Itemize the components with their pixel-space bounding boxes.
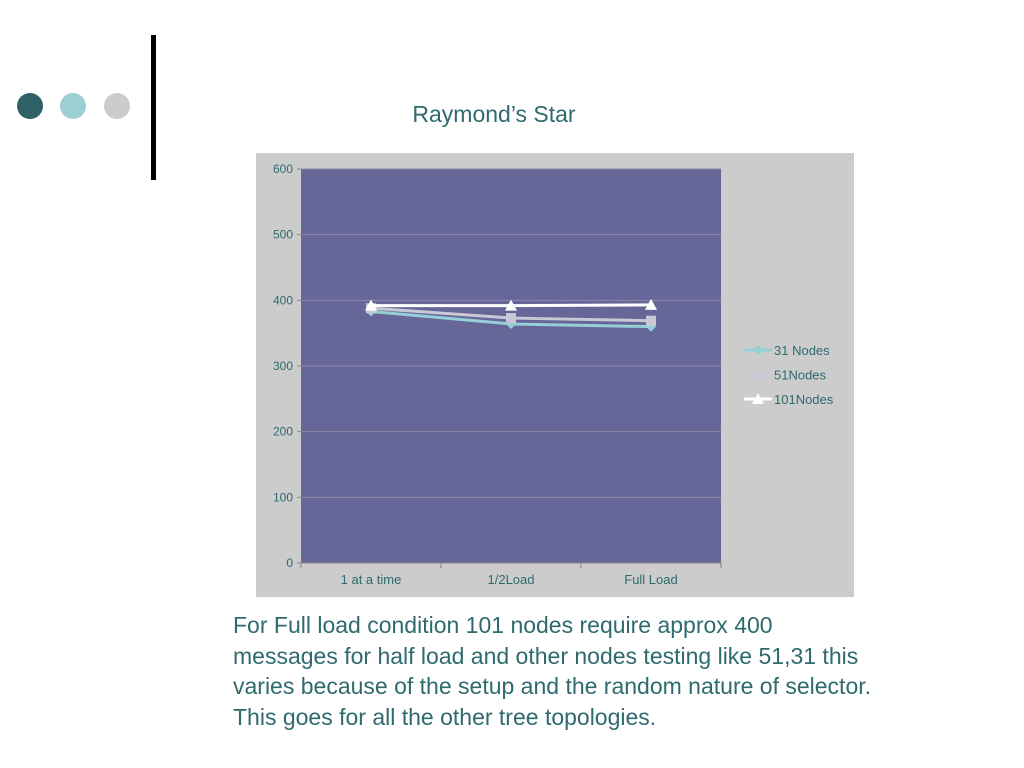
line-chart	[256, 153, 854, 597]
data-point-1	[646, 316, 656, 326]
data-point-1	[506, 313, 516, 323]
y-tick-label: 600	[272, 162, 293, 176]
y-tick-label: 0	[286, 556, 293, 570]
legend-label-0: 31 Nodes	[774, 343, 830, 358]
y-tick-label: 100	[272, 490, 293, 505]
legend-marker-0	[753, 345, 763, 355]
x-tick-label: 1 at a time	[340, 572, 402, 587]
y-tick-label: 500	[272, 227, 293, 242]
legend-label-1: 51Nodes	[774, 367, 827, 383]
y-tick-label: 200	[272, 424, 293, 439]
y-tick-label: 400	[272, 293, 293, 308]
legend-marker-1	[753, 370, 763, 380]
legend-label-2: 101Nodes	[774, 392, 834, 407]
body-text: For Full load condition 101 nodes require approx 400 messages for half load and other nodes testing like 51,31 this varies because of the setup and the random nature of selector. This goes for all the other tree topologies.	[233, 612, 872, 730]
x-tick-label: 1/2Load	[487, 572, 535, 587]
y-tick-label: 300	[272, 359, 293, 373]
slide-title: Raymond’s Star	[412, 101, 576, 127]
x-tick-label: Full Load	[624, 572, 678, 587]
